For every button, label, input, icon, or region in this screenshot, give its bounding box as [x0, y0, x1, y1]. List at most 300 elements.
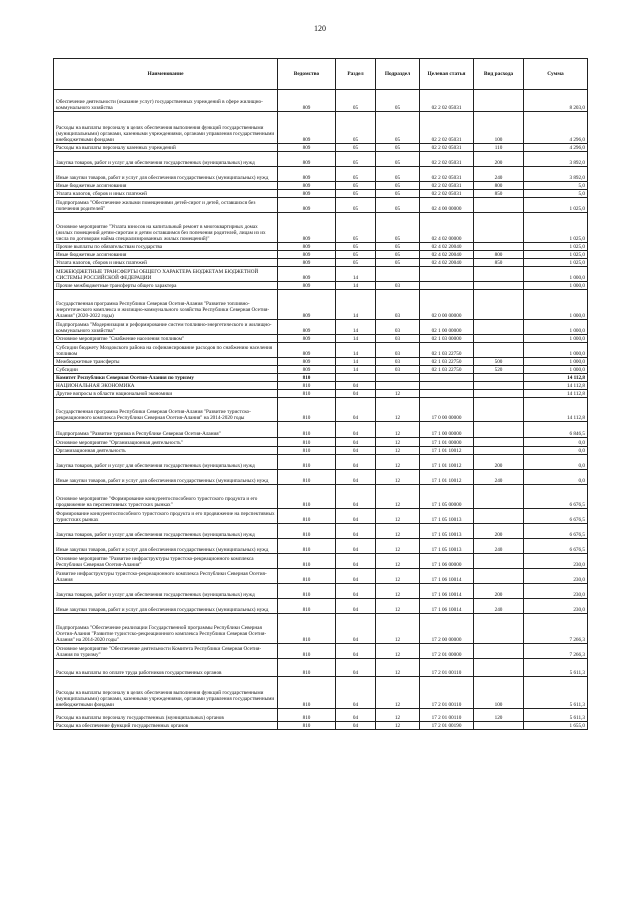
cell-section: 05: [336, 190, 376, 198]
cell-target-article: 17 2 01 00110: [420, 659, 474, 677]
cell-expense-type: [474, 614, 524, 644]
cell-section: 05: [336, 198, 376, 213]
cell-expense-type: [474, 509, 524, 524]
table-row: [54, 112, 588, 144]
cell-name: Основное мероприятие "Уплата взносов на капитальный ремонт в многоквартирных домах (жилых помещений детям-сиротам и детям оставшимся без попечения родителей, лицам из их числа по договорам найма специализированных жилых помещений)": [54, 213, 278, 243]
cell-target-article: 02 2 02 05031: [420, 144, 474, 152]
table-row: [54, 167, 588, 182]
table-row: [54, 182, 588, 190]
cell-target-article: 02 2 02 05031: [420, 90, 474, 112]
cell-target-article: 17 2 01 00190: [420, 722, 474, 730]
table-row: [54, 447, 588, 455]
cell-section: 04: [336, 509, 376, 524]
cell-section: 04: [336, 569, 376, 584]
cell-ministry: 810: [278, 438, 336, 447]
table-row: [54, 152, 588, 167]
cell-target-article: [420, 390, 474, 398]
cell-name: Уплата налогов, сборов и иных платежей: [54, 190, 278, 198]
cell-ministry: 810: [278, 584, 336, 599]
table-row: [54, 438, 588, 447]
table-row: [54, 343, 588, 358]
cell-amount: 1 000,0: [524, 282, 588, 290]
cell-amount: 14 112,8: [524, 382, 588, 390]
cell-subsection: 05: [376, 90, 420, 112]
cell-target-article: 02 2 02 05031: [420, 190, 474, 198]
cell-expense-type: [474, 335, 524, 343]
cell-name: Основное мероприятие "Развитие инфраструктуры туристско-рекреационного комплекса Республики Северная Осетия-Алания": [54, 554, 278, 569]
cell-section: 04: [336, 539, 376, 554]
cell-amount: 7 266,3: [524, 614, 588, 644]
table-row: [54, 554, 588, 569]
cell-section: 14: [336, 358, 376, 366]
cell-target-article: 02 2 02 05031: [420, 167, 474, 182]
cell-name: Субсидии бюджету Моздокского района на софинансирование расходов по снабжению населения топливом: [54, 343, 278, 358]
cell-amount: 1 000,0: [524, 343, 588, 358]
cell-expense-type: [474, 659, 524, 677]
table-row: [54, 267, 588, 282]
cell-name: Уплата налогов, сборов и иных платежей: [54, 259, 278, 267]
cell-ministry: 810: [278, 722, 336, 730]
cell-subsection: 12: [376, 539, 420, 554]
cell-ministry: 809: [278, 290, 336, 320]
cell-target-article: 02 4 02 00000: [420, 213, 474, 243]
cell-amount: 8 203,0: [524, 90, 588, 112]
cell-expense-type: [474, 243, 524, 251]
cell-expense-type: 100: [474, 112, 524, 144]
cell-name: НАЦИОНАЛЬНАЯ ЭКОНОМИКА: [54, 382, 278, 390]
cell-subsection: 05: [376, 190, 420, 198]
cell-expense-type: 240: [474, 470, 524, 485]
cell-target-article: 02 2 02 05031: [420, 182, 474, 190]
cell-ministry: 810: [278, 422, 336, 438]
cell-ministry: 809: [278, 251, 336, 259]
table-row: [54, 259, 588, 267]
cell-name: Закупка товаров, работ и услуг для обеспечения государственных (муниципальных) нужд: [54, 524, 278, 539]
cell-name: Расходы на выплаты персоналу в целях обеспечения выполнения функций государственными (муниципальными) органами, казенными учреждениями, органами управления государственными внебюджетными фондами: [54, 677, 278, 709]
cell-ministry: 810: [278, 524, 336, 539]
cell-subsection: 12: [376, 447, 420, 455]
cell-subsection: 03: [376, 282, 420, 290]
cell-amount: 5 611,3: [524, 709, 588, 722]
cell-name: МЕЖБЮДЖЕТНЫЕ ТРАНСФЕРТЫ ОБЩЕГО ХАРАКТЕРА БЮДЖЕТАМ БЮДЖЕТНОЙ СИСТЕМЫ РОССИЙСКОЙ ФЕДЕРАЦИИ: [54, 267, 278, 282]
cell-name: Расходы на обеспечение функций государственных органов: [54, 722, 278, 730]
cell-expense-type: [474, 569, 524, 584]
cell-section: 05: [336, 167, 376, 182]
cell-expense-type: 520: [474, 366, 524, 374]
cell-name: Иные закупки товаров, работ и услуг для обеспечения государственных (муниципальных) нужд: [54, 599, 278, 614]
cell-amount: 14 112,8: [524, 374, 588, 382]
table-row: [54, 614, 588, 644]
cell-subsection: 12: [376, 390, 420, 398]
cell-ministry: 810: [278, 677, 336, 709]
header-subsection: Подраздел: [376, 59, 420, 90]
cell-subsection: 03: [376, 343, 420, 358]
cell-ministry: 809: [278, 343, 336, 358]
cell-amount: 1 000,0: [524, 290, 588, 320]
cell-target-article: 02 2 02 05031: [420, 112, 474, 144]
cell-ministry: 810: [278, 398, 336, 422]
cell-ministry: 809: [278, 167, 336, 182]
cell-section: 14: [336, 343, 376, 358]
cell-name: Основное мероприятие "Организационная деятельность": [54, 438, 278, 447]
cell-target-article: 17 2 01 00110: [420, 709, 474, 722]
table-row: [54, 677, 588, 709]
cell-subsection: 03: [376, 366, 420, 374]
cell-amount: 1 000,0: [524, 267, 588, 282]
table-row: [54, 709, 588, 722]
cell-ministry: 809: [278, 282, 336, 290]
table-row: [54, 144, 588, 152]
cell-target-article: 02 1 03 00000: [420, 335, 474, 343]
cell-subsection: 12: [376, 614, 420, 644]
cell-target-article: 02 2 02 05031: [420, 152, 474, 167]
cell-target-article: 02 4 02 20040: [420, 251, 474, 259]
cell-ministry: 810: [278, 569, 336, 584]
cell-amount: 1 000,0: [524, 366, 588, 374]
header-expense-type: Вид расхода: [474, 59, 524, 90]
cell-ministry: 810: [278, 485, 336, 509]
cell-expense-type: [474, 398, 524, 422]
cell-subsection: 05: [376, 198, 420, 213]
table-body: [54, 90, 588, 730]
cell-expense-type: [474, 447, 524, 455]
table-row: [54, 358, 588, 366]
cell-expense-type: 800: [474, 251, 524, 259]
cell-expense-type: 110: [474, 144, 524, 152]
cell-expense-type: [474, 282, 524, 290]
header-name: Наименование: [54, 59, 278, 90]
cell-amount: 230,0: [524, 599, 588, 614]
table-row: [54, 290, 588, 320]
table-row: [54, 539, 588, 554]
cell-subsection: 12: [376, 722, 420, 730]
cell-target-article: 17 2 01 00000: [420, 644, 474, 659]
cell-subsection: 12: [376, 438, 420, 447]
cell-amount: 0,0: [524, 438, 588, 447]
cell-expense-type: 240: [474, 539, 524, 554]
cell-ministry: 809: [278, 335, 336, 343]
cell-amount: 6 676,5: [524, 509, 588, 524]
table-row: [54, 569, 588, 584]
cell-section: 04: [336, 644, 376, 659]
cell-ministry: 810: [278, 614, 336, 644]
cell-name: Другие вопросы в области национальной экономики: [54, 390, 278, 398]
cell-expense-type: [474, 390, 524, 398]
cell-subsection: 12: [376, 422, 420, 438]
cell-ministry: 809: [278, 267, 336, 282]
cell-section: 14: [336, 267, 376, 282]
cell-ministry: 809: [278, 90, 336, 112]
cell-name: Подпрограмма "Модернизация и реформирование систем топливно-энергетического и жилищно-коммунального хозяйства": [54, 320, 278, 335]
cell-amount: 1 000,0: [524, 358, 588, 366]
table-row: [54, 599, 588, 614]
cell-subsection: 05: [376, 213, 420, 243]
cell-expense-type: [474, 485, 524, 509]
cell-subsection: 03: [376, 335, 420, 343]
table-row: [54, 190, 588, 198]
cell-target-article: 17 2 01 00110: [420, 677, 474, 709]
cell-expense-type: [474, 422, 524, 438]
cell-ministry: 809: [278, 243, 336, 251]
cell-expense-type: 200: [474, 455, 524, 470]
cell-ministry: 809: [278, 366, 336, 374]
cell-target-article: 17 1 05 00000: [420, 485, 474, 509]
cell-expense-type: [474, 722, 524, 730]
cell-name: Обеспечение деятельности (оказание услуг) государственных учреждений в сфере жилищно-коммунального хозяйства: [54, 90, 278, 112]
cell-amount: 14 112,8: [524, 390, 588, 398]
cell-subsection: 03: [376, 358, 420, 366]
cell-amount: 5 611,3: [524, 677, 588, 709]
cell-section: 14: [336, 320, 376, 335]
cell-target-article: 02 1 03 22750: [420, 366, 474, 374]
cell-name: Комитет Республики Северная Осетия-Алания по туризму: [54, 374, 278, 382]
cell-target-article: 17 1 05 10013: [420, 539, 474, 554]
table-row: [54, 398, 588, 422]
cell-subsection: 12: [376, 659, 420, 677]
cell-expense-type: 240: [474, 167, 524, 182]
cell-ministry: 810: [278, 644, 336, 659]
cell-subsection: 05: [376, 144, 420, 152]
cell-name: Подпрограмма "Развитие туризма в Республике Северная Осетия-Алания": [54, 422, 278, 438]
cell-ministry: 810: [278, 599, 336, 614]
cell-expense-type: 200: [474, 584, 524, 599]
cell-amount: 1 025,0: [524, 259, 588, 267]
cell-ministry: 809: [278, 144, 336, 152]
cell-expense-type: 200: [474, 524, 524, 539]
cell-section: 05: [336, 259, 376, 267]
cell-section: 05: [336, 152, 376, 167]
cell-name: Формирование конкурентоспособного туристского продукта и его продвижение на перспективных туристских рынках: [54, 509, 278, 524]
cell-ministry: 810: [278, 382, 336, 390]
cell-name: Межбюджетные трансферты: [54, 358, 278, 366]
cell-subsection: 12: [376, 709, 420, 722]
cell-ministry: 810: [278, 659, 336, 677]
cell-expense-type: [474, 198, 524, 213]
cell-name: Иные закупки товаров, работ и услуг для обеспечения государственных (муниципальных) нужд: [54, 167, 278, 182]
cell-amount: 7 266,3: [524, 644, 588, 659]
cell-section: 04: [336, 455, 376, 470]
cell-subsection: 03: [376, 320, 420, 335]
cell-section: 04: [336, 677, 376, 709]
cell-ministry: 810: [278, 390, 336, 398]
cell-subsection: 12: [376, 677, 420, 709]
cell-amount: 5,0: [524, 182, 588, 190]
cell-subsection: 05: [376, 152, 420, 167]
cell-ministry: 809: [278, 190, 336, 198]
cell-amount: 4 296,0: [524, 112, 588, 144]
cell-expense-type: [474, 290, 524, 320]
cell-target-article: 17 1 05 10013: [420, 524, 474, 539]
cell-amount: 5,0: [524, 190, 588, 198]
table-header-row: [54, 59, 588, 90]
cell-target-article: 02 4 00 00000: [420, 198, 474, 213]
cell-target-article: 17 1 06 10014: [420, 599, 474, 614]
cell-subsection: 05: [376, 167, 420, 182]
cell-section: 14: [336, 282, 376, 290]
cell-amount: 1 000,0: [524, 335, 588, 343]
table-row: [54, 584, 588, 599]
cell-target-article: 17 1 01 00000: [420, 438, 474, 447]
cell-ministry: 810: [278, 470, 336, 485]
cell-target-article: 17 1 01 10012: [420, 455, 474, 470]
cell-subsection: 12: [376, 644, 420, 659]
cell-expense-type: [474, 343, 524, 358]
cell-section: 14: [336, 335, 376, 343]
table-row: [54, 90, 588, 112]
cell-target-article: 17 2 00 00000: [420, 614, 474, 644]
cell-name: Расходы на выплаты по оплате труда работников государственных органов: [54, 659, 278, 677]
table-row: [54, 213, 588, 243]
cell-subsection: 05: [376, 182, 420, 190]
table-row: [54, 320, 588, 335]
table-row: [54, 422, 588, 438]
cell-ministry: 809: [278, 358, 336, 366]
cell-amount: 6 676,5: [524, 485, 588, 509]
cell-subsection: 12: [376, 398, 420, 422]
cell-subsection: 12: [376, 554, 420, 569]
cell-expense-type: 800: [474, 182, 524, 190]
cell-amount: 14 112,8: [524, 398, 588, 422]
cell-section: 04: [336, 382, 376, 390]
cell-amount: 1 025,0: [524, 213, 588, 243]
table-row: [54, 282, 588, 290]
cell-section: 04: [336, 614, 376, 644]
cell-subsection: 12: [376, 569, 420, 584]
table-row: [54, 509, 588, 524]
cell-amount: 6 676,5: [524, 524, 588, 539]
cell-ministry: 809: [278, 198, 336, 213]
cell-expense-type: [474, 554, 524, 569]
header-section: Раздел: [336, 59, 376, 90]
cell-amount: 3 892,0: [524, 167, 588, 182]
table-row: [54, 243, 588, 251]
cell-expense-type: [474, 90, 524, 112]
cell-target-article: 02 4 02 20040: [420, 259, 474, 267]
cell-expense-type: [474, 374, 524, 382]
cell-section: 04: [336, 422, 376, 438]
cell-section: 04: [336, 524, 376, 539]
cell-target-article: 17 1 00 00000: [420, 422, 474, 438]
table-row: [54, 455, 588, 470]
header-target-article: Целевая статья: [420, 59, 474, 90]
cell-target-article: 02 0 00 00000: [420, 290, 474, 320]
cell-amount: 1 025,0: [524, 251, 588, 259]
cell-expense-type: 240: [474, 599, 524, 614]
cell-section: 04: [336, 722, 376, 730]
cell-ministry: 810: [278, 374, 336, 382]
cell-subsection: 12: [376, 470, 420, 485]
cell-section: 04: [336, 390, 376, 398]
cell-name: Расходы на выплаты персоналу казенных учреждений: [54, 144, 278, 152]
cell-ministry: 810: [278, 509, 336, 524]
cell-name: Закупка товаров, работ и услуг для обеспечения государственных (муниципальных) нужд: [54, 584, 278, 599]
cell-name: Прочие межбюджетные трансферты общего характера: [54, 282, 278, 290]
cell-ministry: 810: [278, 539, 336, 554]
cell-expense-type: [474, 267, 524, 282]
cell-name: Подпрограмма "Обеспечение реализации Государственной программы Республики Северная Осетия-Алания "Развитие туристско-рекреационного комплекса Республики Северная Осетия-Алания" на 2014-2020 годы": [54, 614, 278, 644]
table-row: [54, 374, 588, 382]
cell-target-article: 17 1 06 00000: [420, 554, 474, 569]
cell-target-article: 17 1 01 10012: [420, 470, 474, 485]
table-row: [54, 659, 588, 677]
header-ministry: Ведомство: [278, 59, 336, 90]
cell-section: 14: [336, 366, 376, 374]
cell-name: Развитие инфраструктуры туристско-рекреационного комплекса Республики Северная Осетия-Алания: [54, 569, 278, 584]
cell-target-article: 17 1 06 10014: [420, 569, 474, 584]
cell-subsection: 05: [376, 251, 420, 259]
cell-target-article: 02 4 02 20040: [420, 243, 474, 251]
cell-amount: 1 025,0: [524, 243, 588, 251]
table-row: [54, 524, 588, 539]
table-row: [54, 382, 588, 390]
table-row: [54, 644, 588, 659]
cell-amount: 0,0: [524, 470, 588, 485]
cell-expense-type: [474, 320, 524, 335]
cell-subsection: 12: [376, 485, 420, 509]
table-row: [54, 390, 588, 398]
cell-name: Расходы на выплаты персоналу в целях обеспечения выполнения функций государственными (муниципальными) органами, казенными учреждениями, органами управления государственными внебюджетными фондами: [54, 112, 278, 144]
table-row: [54, 366, 588, 374]
table-row: [54, 485, 588, 509]
cell-section: 04: [336, 709, 376, 722]
cell-name: Иные закупки товаров, работ и услуг для обеспечения государственных (муниципальных) нужд: [54, 470, 278, 485]
table-row: [54, 470, 588, 485]
cell-section: 04: [336, 584, 376, 599]
cell-ministry: 810: [278, 455, 336, 470]
cell-name: Закупка товаров, работ и услуг для обеспечения государственных (муниципальных) нужд: [54, 152, 278, 167]
cell-subsection: [376, 267, 420, 282]
cell-amount: 230,0: [524, 569, 588, 584]
cell-subsection: 12: [376, 584, 420, 599]
cell-amount: 230,0: [524, 584, 588, 599]
cell-name: Закупка товаров, работ и услуг для обеспечения государственных (муниципальных) нужд: [54, 455, 278, 470]
cell-amount: 1 655,0: [524, 722, 588, 730]
cell-name: Основное мероприятие "Снабжение населения топливом": [54, 335, 278, 343]
cell-subsection: 12: [376, 509, 420, 524]
budget-table: [53, 58, 588, 730]
table-row: [54, 722, 588, 730]
cell-section: 04: [336, 485, 376, 509]
cell-name: Организационная деятельность: [54, 447, 278, 455]
cell-section: 04: [336, 447, 376, 455]
cell-amount: 4 296,0: [524, 144, 588, 152]
cell-target-article: 02 1 00 00000: [420, 320, 474, 335]
cell-name: Основное мероприятие "Обеспечение деятельности Комитета Республики Северная Осетия-Алания по туризму": [54, 644, 278, 659]
cell-section: 04: [336, 398, 376, 422]
table-row: [54, 335, 588, 343]
cell-section: 14: [336, 290, 376, 320]
cell-expense-type: 100: [474, 677, 524, 709]
cell-ministry: 810: [278, 709, 336, 722]
cell-target-article: 02 1 03 22750: [420, 358, 474, 366]
cell-name: Государственная программа Республики Северная Осетия-Алания "Развитие топливно-энергетического комплекса и жилищно-коммунального хозяйства Республики Северная Осетия-Алания" (2020-2022 годы): [54, 290, 278, 320]
cell-subsection: 12: [376, 599, 420, 614]
cell-name: Основное мероприятие "Формирование конкурентоспособного туристского продукта и его продвижение на перспективных туристских рынках": [54, 485, 278, 509]
cell-name: Расходы на выплаты персоналу государственных (муниципальных) органов: [54, 709, 278, 722]
cell-section: [336, 374, 376, 382]
cell-expense-type: 500: [474, 358, 524, 366]
cell-name: Государственная программа Республики Северная Осетия-Алания "Развитие туристско-рекреационного комплекса Республики Северная Осетия-Алания" на 2014-2020 годы: [54, 398, 278, 422]
cell-expense-type: 850: [474, 190, 524, 198]
cell-expense-type: [474, 438, 524, 447]
cell-amount: 6 676,5: [524, 539, 588, 554]
cell-name: Иные бюджетные ассигнования: [54, 251, 278, 259]
cell-amount: 230,0: [524, 554, 588, 569]
cell-expense-type: 120: [474, 709, 524, 722]
cell-subsection: 05: [376, 112, 420, 144]
cell-subsection: 05: [376, 259, 420, 267]
cell-subsection: 03: [376, 290, 420, 320]
